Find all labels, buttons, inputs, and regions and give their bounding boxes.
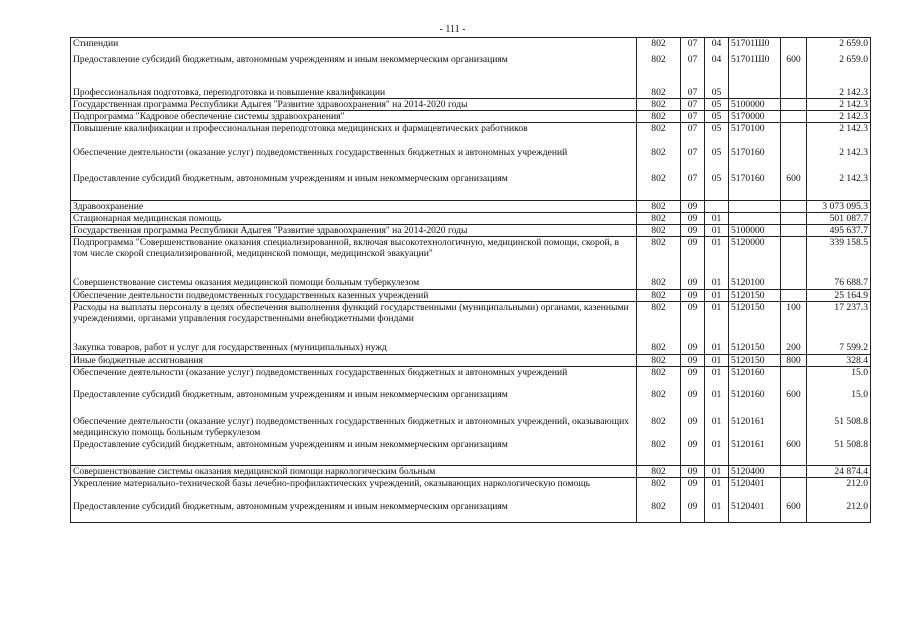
row-name: Расходы на выплаты персоналу в целях обеспечения выполнения функций государственными (муниципальными) органами, казенными учреждениями, органами управления государственными внебюджетными фондами: [71, 301, 637, 342]
row-name: Государственная программа Республики Адыгея "Развитие здравоохранения" на 2014-2020 годы: [71, 224, 637, 236]
amount: 212.0: [807, 477, 871, 501]
target-code: 5170100: [729, 122, 781, 147]
table-row: [71, 366, 871, 389]
amount: 3 073 095.3: [807, 200, 871, 212]
subsection-code: 01: [705, 224, 729, 236]
row-name: Повышение квалификации и профессиональная переподготовка медицинских и фармацевтических работников: [71, 122, 637, 147]
subsection-code: 05: [705, 122, 729, 147]
expense-type-code: [781, 147, 807, 173]
expense-type-code: 100: [781, 301, 807, 342]
subsection-code: 01: [705, 501, 729, 522]
subsection-code: 05: [705, 98, 729, 110]
table-row: [71, 200, 871, 212]
section-code: 09: [681, 366, 705, 389]
target-code: 5170160: [729, 173, 781, 200]
table-row: [71, 439, 871, 465]
section-code: 07: [681, 110, 705, 122]
table-row: [71, 212, 871, 224]
section-code: 09: [681, 501, 705, 522]
expense-type-code: 800: [781, 354, 807, 366]
ministry-code: 802: [637, 366, 681, 389]
table-row: [71, 87, 871, 99]
subsection-code: [705, 200, 729, 212]
row-name: Иные бюджетные ассигнования: [71, 354, 637, 366]
target-code: 5120161: [729, 416, 781, 439]
subsection-code: 01: [705, 366, 729, 389]
subsection-code: 01: [705, 236, 729, 277]
amount: 24 874.4: [807, 465, 871, 477]
section-code: 09: [681, 477, 705, 501]
amount: 339 158.5: [807, 236, 871, 277]
table-row: [71, 236, 871, 277]
amount: 2 142.3: [807, 98, 871, 110]
amount: 15.0: [807, 366, 871, 389]
row-name: Укрепление материально-технической базы лечебно-профилактических учреждений, оказывающих наркологическую помощь: [71, 477, 637, 501]
target-code: 5120401: [729, 477, 781, 501]
ministry-code: 802: [637, 110, 681, 122]
table-row: [71, 477, 871, 501]
row-name: Закупка товаров, работ и услуг для государственных (муниципальных) нужд: [71, 342, 637, 354]
expense-type-code: [781, 38, 807, 54]
section-code: 07: [681, 38, 705, 54]
expense-type-code: [781, 477, 807, 501]
amount: 17 237.3: [807, 301, 871, 342]
section-code: 09: [681, 465, 705, 477]
table-row: [71, 122, 871, 147]
row-name: Предоставление субсидий бюджетным, автономным учреждениям и иным некоммерческим организациям: [71, 54, 637, 87]
subsection-code: 01: [705, 389, 729, 416]
expense-type-code: [781, 277, 807, 289]
amount: 501 087.7: [807, 212, 871, 224]
target-code: 51701Ш0: [729, 54, 781, 87]
table-row: [71, 277, 871, 289]
subsection-code: 01: [705, 439, 729, 465]
section-code: 09: [681, 200, 705, 212]
subsection-code: 05: [705, 110, 729, 122]
row-name: Предоставление субсидий бюджетным, автономным учреждениям и иным некоммерческим организациям: [71, 501, 637, 522]
amount: 2 142.3: [807, 173, 871, 200]
ministry-code: 802: [637, 501, 681, 522]
table-row: [71, 54, 871, 87]
section-code: 09: [681, 289, 705, 301]
row-name: Стипендии: [71, 38, 637, 54]
subsection-code: 01: [705, 416, 729, 439]
ministry-code: 802: [637, 224, 681, 236]
expense-type-code: [781, 122, 807, 147]
amount: 2 142.3: [807, 147, 871, 173]
ministry-code: 802: [637, 301, 681, 342]
row-name: Предоставление субсидий бюджетным, автономным учреждениям и иным некоммерческим организациям: [71, 173, 637, 200]
ministry-code: 802: [637, 212, 681, 224]
target-code: [729, 200, 781, 212]
target-code: 5120400: [729, 465, 781, 477]
expense-type-code: [781, 87, 807, 99]
subsection-code: 01: [705, 212, 729, 224]
target-code: 5120150: [729, 342, 781, 354]
table-row: [71, 289, 871, 301]
expense-type-code: 200: [781, 342, 807, 354]
amount: 2 142.3: [807, 87, 871, 99]
row-name: Стационарная медицинская помощь: [71, 212, 637, 224]
target-code: [729, 87, 781, 99]
ministry-code: 802: [637, 354, 681, 366]
ministry-code: 802: [637, 98, 681, 110]
section-code: 09: [681, 224, 705, 236]
ministry-code: 802: [637, 416, 681, 439]
table-row: [71, 389, 871, 416]
ministry-code: 802: [637, 38, 681, 54]
amount: 76 688.7: [807, 277, 871, 289]
target-code: [729, 212, 781, 224]
subsection-code: 04: [705, 38, 729, 54]
target-code: 5100000: [729, 224, 781, 236]
section-code: 09: [681, 389, 705, 416]
subsection-code: 05: [705, 147, 729, 173]
target-code: 51701Ш0: [729, 38, 781, 54]
row-name: Обеспечение деятельности подведомственных государственных казенных учреждений: [71, 289, 637, 301]
section-code: 09: [681, 277, 705, 289]
expense-type-code: [781, 465, 807, 477]
ministry-code: 802: [637, 277, 681, 289]
row-name: Подпрограмма "Совершенствование оказания специализированной, включая высокотехнологичную, медицинской помощи, скорой, в том числе скорой специализированной, медицинской помощи, медицинской эвакуации": [71, 236, 637, 277]
ministry-code: 802: [637, 147, 681, 173]
amount: 7 599.2: [807, 342, 871, 354]
expense-type-code: [781, 416, 807, 439]
row-name: Здравоохранение: [71, 200, 637, 212]
target-code: 5170160: [729, 147, 781, 173]
table-row: [71, 173, 871, 200]
expense-type-code: [781, 98, 807, 110]
expense-type-code: 600: [781, 54, 807, 87]
section-code: 07: [681, 122, 705, 147]
expense-type-code: [781, 289, 807, 301]
section-code: 09: [681, 301, 705, 342]
table-row: [71, 301, 871, 342]
table-row: [71, 98, 871, 110]
expense-type-code: [781, 212, 807, 224]
expense-type-code: 600: [781, 501, 807, 522]
expense-type-code: [781, 110, 807, 122]
section-code: 09: [681, 354, 705, 366]
ministry-code: 802: [637, 342, 681, 354]
amount: 2 142.3: [807, 110, 871, 122]
amount: 51 508.8: [807, 439, 871, 465]
ministry-code: 802: [637, 465, 681, 477]
subsection-code: 01: [705, 465, 729, 477]
table-row: [71, 224, 871, 236]
section-code: 07: [681, 173, 705, 200]
row-name: Предоставление субсидий бюджетным, автономным учреждениям и иным некоммерческим организациям: [71, 439, 637, 465]
section-code: 07: [681, 87, 705, 99]
amount: 2 659.0: [807, 54, 871, 87]
table-row: [71, 501, 871, 522]
table-row: [71, 465, 871, 477]
ministry-code: 802: [637, 389, 681, 416]
section-code: 07: [681, 147, 705, 173]
budget-table: [70, 37, 871, 523]
target-code: 5170000: [729, 110, 781, 122]
amount: 212.0: [807, 501, 871, 522]
row-name: Государственная программа Республики Адыгея "Развитие здравоохранения" на 2014-2020 годы: [71, 98, 637, 110]
target-code: 5120160: [729, 389, 781, 416]
ministry-code: 802: [637, 122, 681, 147]
section-code: 09: [681, 236, 705, 277]
table-row: [71, 110, 871, 122]
expense-type-code: [781, 236, 807, 277]
expense-type-code: [781, 366, 807, 389]
target-code: 5120150: [729, 354, 781, 366]
table-row: [71, 38, 871, 54]
expense-type-code: [781, 200, 807, 212]
subsection-code: 05: [705, 87, 729, 99]
expense-type-code: 600: [781, 439, 807, 465]
row-name: Обеспечение деятельности (оказание услуг) подведомственных государственных бюджетных и автономных учреждений: [71, 147, 637, 173]
section-code: 09: [681, 212, 705, 224]
page-number: - 111 -: [439, 24, 466, 35]
target-code: 5120100: [729, 277, 781, 289]
ministry-code: 802: [637, 477, 681, 501]
table-row: [71, 147, 871, 173]
subsection-code: 01: [705, 354, 729, 366]
ministry-code: 802: [637, 439, 681, 465]
section-code: 09: [681, 439, 705, 465]
ministry-code: 802: [637, 200, 681, 212]
row-name: Профессиональная подготовка, переподготовка и повышение квалификации: [71, 87, 637, 99]
row-name: Предоставление субсидий бюджетным, автономным учреждениям и иным некоммерческим организациям: [71, 389, 637, 416]
amount: 51 508.8: [807, 416, 871, 439]
ministry-code: 802: [637, 54, 681, 87]
row-name: Совершенствование системы оказания медицинской помощи больным туберкулезом: [71, 277, 637, 289]
amount: 15.0: [807, 389, 871, 416]
amount: 328.4: [807, 354, 871, 366]
target-code: 5120150: [729, 289, 781, 301]
section-code: 09: [681, 416, 705, 439]
ministry-code: 802: [637, 173, 681, 200]
expense-type-code: [781, 224, 807, 236]
subsection-code: 01: [705, 301, 729, 342]
subsection-code: 01: [705, 289, 729, 301]
ministry-code: 802: [637, 236, 681, 277]
table-row: [71, 342, 871, 354]
row-name: Обеспечение деятельности (оказание услуг) подведомственных государственных бюджетных и автономных учреждений, оказывающих медицинскую помощь больным туберкулезом: [71, 416, 637, 439]
row-name: Подпрограмма "Кадровое обеспечение системы здравоохранения": [71, 110, 637, 122]
target-code: 5120161: [729, 439, 781, 465]
target-code: 5120160: [729, 366, 781, 389]
target-code: 5120000: [729, 236, 781, 277]
row-name: Совершенствование системы оказания медицинской помощи наркологическим больным: [71, 465, 637, 477]
ministry-code: 802: [637, 87, 681, 99]
section-code: 07: [681, 54, 705, 87]
subsection-code: 01: [705, 477, 729, 501]
target-code: 5100000: [729, 98, 781, 110]
amount: 495 637.7: [807, 224, 871, 236]
amount: 2 659.0: [807, 38, 871, 54]
section-code: 07: [681, 98, 705, 110]
row-name: Обеспечение деятельности (оказание услуг) подведомственных государственных бюджетных и автономных учреждений: [71, 366, 637, 389]
expense-type-code: 600: [781, 389, 807, 416]
ministry-code: 802: [637, 289, 681, 301]
section-code: 09: [681, 342, 705, 354]
subsection-code: 01: [705, 277, 729, 289]
amount: 2 142.3: [807, 122, 871, 147]
expense-type-code: 600: [781, 173, 807, 200]
target-code: 5120150: [729, 301, 781, 342]
target-code: 5120401: [729, 501, 781, 522]
subsection-code: 01: [705, 342, 729, 354]
table-row: [71, 416, 871, 439]
subsection-code: 04: [705, 54, 729, 87]
amount: 25 164.9: [807, 289, 871, 301]
subsection-code: 05: [705, 173, 729, 200]
table-row: [71, 354, 871, 366]
